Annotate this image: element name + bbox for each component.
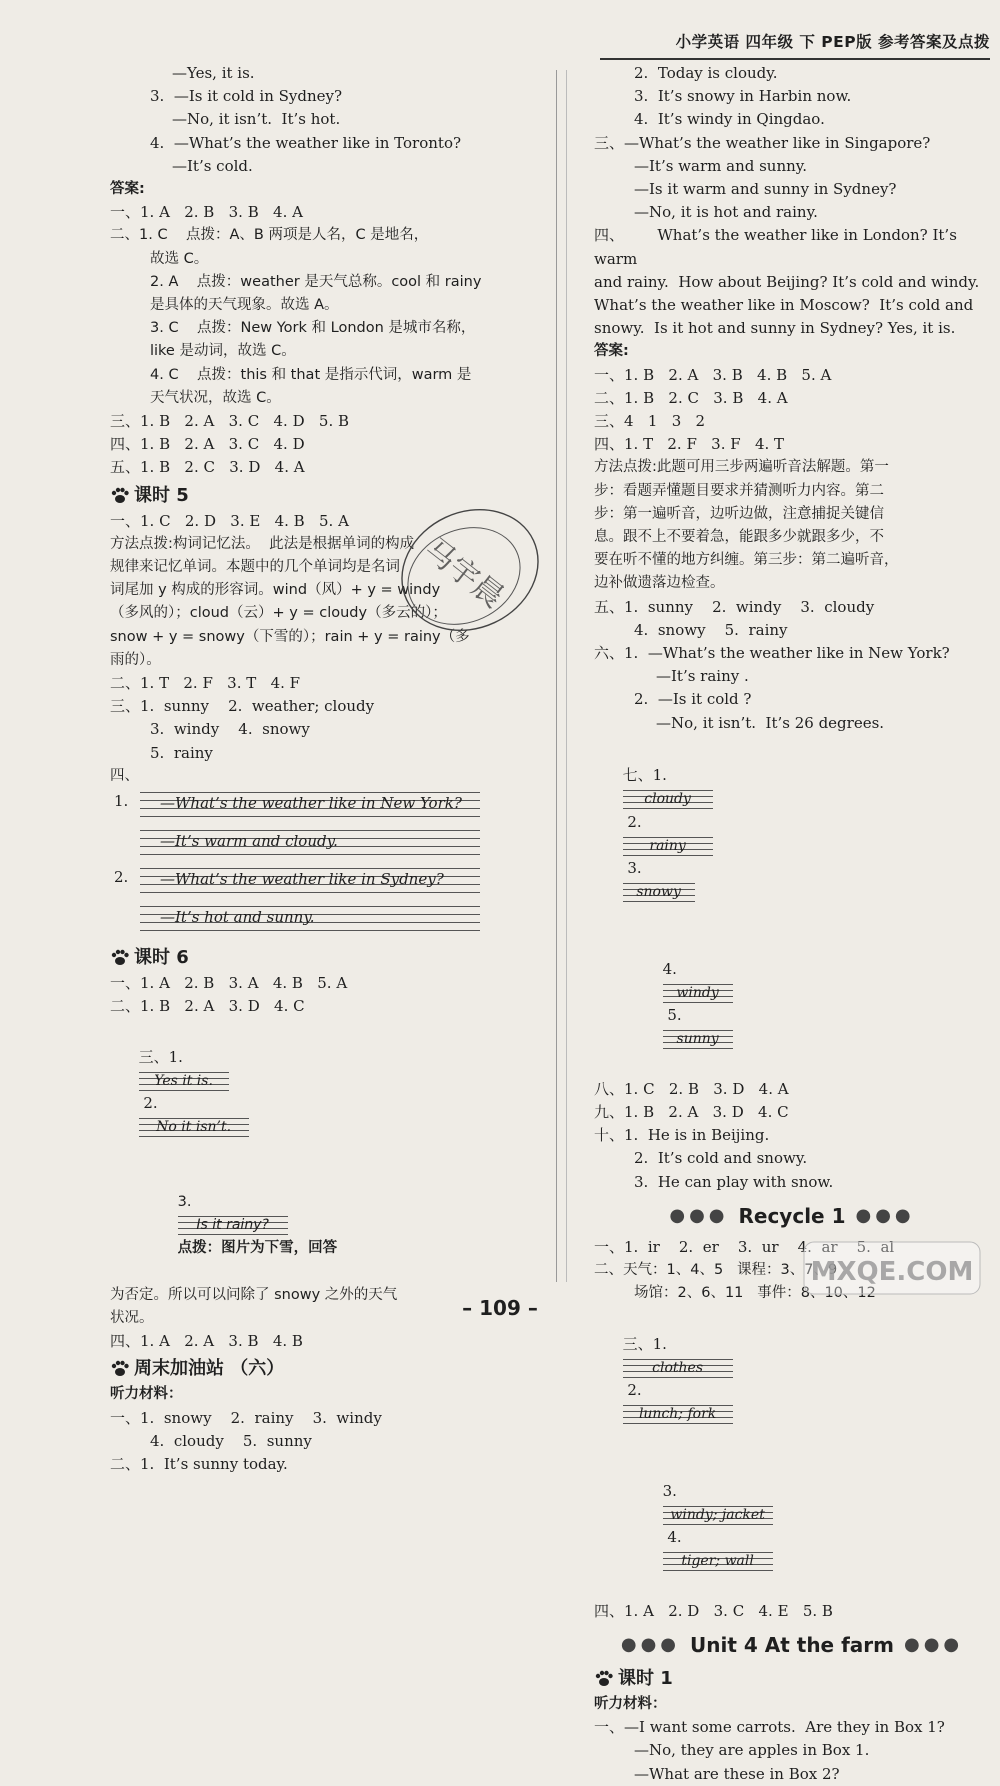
handwritten-blank: Yes it is. <box>139 1070 229 1092</box>
paw-icon <box>594 1670 614 1688</box>
answer-line: —What are these in Box 2? <box>634 1764 840 1783</box>
answer-line <box>594 741 990 927</box>
answer-line: 3. C 点拨：New York 和 London 是城市名称， <box>150 320 476 337</box>
answer-line: 是具体的天气现象。故选 A。 <box>150 297 339 314</box>
answer-line: 三、—What’s the weather like in Singapore? <box>594 133 931 152</box>
answer-line: What’s the weather like in Moscow? It’s cold and <box>594 296 974 315</box>
answer-line: 二、1. C 点拨：A、B 两项是人名，C 是地名， <box>110 227 429 244</box>
lesson6-title: 课时 6 <box>134 947 189 969</box>
answer-line: 三、4 1 3 2 <box>594 412 706 431</box>
handwritten-blank: cloudy <box>623 788 713 810</box>
answer-line: 2. A 点拨：weather 是天气总称。cool 和 rainy <box>150 273 482 290</box>
answer-line: 2. Today is cloudy. <box>634 64 778 82</box>
answer-line: —Is it warm and sunny in Sydney? <box>634 180 897 199</box>
answer-line: 4. cloudy 5. sunny <box>150 1431 312 1450</box>
answer-line: —No, it isn’t. It’s hot. <box>172 110 341 129</box>
handwritten-blank: tiger; wall <box>663 1550 773 1572</box>
handwritten-blank: sunny <box>663 1028 733 1050</box>
answer-line: 一、1. ir 2. er 3. ur 4. ar 5. al <box>594 1237 895 1256</box>
answer-line: 状况。 <box>110 1309 154 1326</box>
column-divider <box>556 70 557 1282</box>
handwriting-row <box>140 826 480 864</box>
answer-line: 四、1. B 2. A 3. C 4. D <box>110 435 305 454</box>
row-number: 2. <box>114 868 129 887</box>
answer-line: 步：看题弄懂题目要求并猜测听力内容。第二 <box>594 482 884 499</box>
handwritten-blank: windy; jacket <box>663 1504 773 1526</box>
answer-line: 二、1. T 2. F 3. T 4. F <box>110 674 301 693</box>
hint-text: 点拨：图片为下雪，回答 <box>177 1240 338 1257</box>
answer-line: 故选 C。 <box>150 250 209 267</box>
answer-prefix: 3. <box>177 1193 192 1210</box>
handwritten-text: —It’s hot and sunny. <box>160 908 315 927</box>
answer-line: and rainy. How about Beijing? It’s cold and windy. <box>594 272 980 291</box>
handwritten-blank: clothes <box>623 1357 733 1379</box>
right-column <box>594 62 990 1783</box>
lesson5-handwriting <box>110 788 530 940</box>
dots-decoration: ●●● <box>903 1634 964 1655</box>
answer-line: snowy. Is it hot and sunny in Sydney? Yes, it is. <box>594 319 956 338</box>
recycle-banner <box>594 1198 990 1234</box>
weekend-lines <box>110 1383 530 1476</box>
answer-line: 3. He can play with snow. <box>634 1172 834 1191</box>
unit4-title: Unit 4 At the farm <box>690 1633 894 1657</box>
answer-line: 二、1. It’s sunny today. <box>110 1454 288 1473</box>
handwritten-text: —It’s warm and cloudy. <box>160 832 338 851</box>
answer-line: 二、天气：1、4、5 课程：3、7、9 <box>594 1261 838 1278</box>
answer-line: 边补做遗落边检查。 <box>594 575 725 592</box>
unit4-lines <box>594 1693 990 1786</box>
answer-line: 3. It’s snowy in Harbin now. <box>634 87 852 106</box>
answer-line: —Yes, it is. <box>172 64 255 82</box>
answer-line: 步：第一遍听音，边听边做，注意捕捉关键信 <box>594 505 884 522</box>
handwritten-blank: Is it rainy? <box>178 1214 288 1236</box>
answer-prefix: 3. <box>662 1481 677 1500</box>
answer-line: 一、—I want some carrots. Are they in Box 1? <box>594 1718 945 1737</box>
handwriting-row <box>114 864 480 902</box>
answer-line: 答案: <box>110 181 145 198</box>
recycle-title: Recycle 1 <box>738 1203 846 1228</box>
answer-line: —It’s rainy . <box>656 667 749 686</box>
answer-line: 三、1. sunny 2. weather; cloudy <box>110 697 375 716</box>
handwritten-blank: snowy <box>623 881 695 903</box>
answer-line: 听力材料： <box>110 1386 183 1403</box>
answer-line: 4. It’s windy in Qingdao. <box>634 110 825 129</box>
answer-line: 4. —What’s the weather like in Toronto? <box>150 133 462 152</box>
answer-line: 词尾加 y 构成的形容词。wind（风）+ y = windy <box>110 582 441 599</box>
answer-line: 3. windy 4. snowy <box>150 720 310 739</box>
handwritten-text: —What’s the weather like in New York? <box>160 794 462 813</box>
answer-prefix: 3. <box>627 858 642 877</box>
answer-line: 场馆：2、6、11 事件：8、10、12 <box>634 1285 876 1302</box>
answer-line: 四、 <box>110 767 139 784</box>
handwriting-row <box>114 788 480 826</box>
column-divider-inner <box>566 70 567 1282</box>
lesson5-heading <box>110 482 530 510</box>
lesson5-lines <box>110 510 530 788</box>
right-answer-lines <box>594 62 990 735</box>
paw-icon <box>110 487 130 505</box>
dots-decoration: ●●● <box>855 1204 915 1226</box>
answer-line: 雨的）。 <box>110 651 161 668</box>
dots-decoration: ●●● <box>669 1204 729 1226</box>
handwritten-blank: No it isn’t. <box>139 1116 249 1138</box>
answer-line: —No, it is hot and rainy. <box>634 203 818 222</box>
answer-prefix: 三、1. <box>622 1334 667 1353</box>
answer-line: —It’s warm and sunny. <box>634 156 808 175</box>
answer-line: 4. snowy 5. rainy <box>634 620 788 639</box>
answer-line: 为否定。所以可以问除了 snowy 之外的天气 <box>110 1286 398 1303</box>
answer-line: 十、1. He is in Beijing. <box>594 1126 770 1145</box>
answer-prefix: 5. <box>667 1006 682 1025</box>
answer-line: 息。跟不上不要着急，能跟多少就跟多少，不 <box>594 529 884 546</box>
paw-icon <box>110 949 130 967</box>
answer-line: 九、1. B 2. A 3. D 4. C <box>594 1102 789 1121</box>
weekend-title: 周末加油站 （六） <box>134 1358 285 1380</box>
answer-line: 听力材料： <box>594 1696 667 1712</box>
page-number: – 109 – <box>462 1296 538 1320</box>
row-number: 1. <box>114 792 129 811</box>
watermark-text: MXQE.COM <box>810 1257 974 1287</box>
answer-line <box>110 1023 530 1162</box>
answer-prefix: 三、1. <box>138 1047 183 1066</box>
answer-line: 四、 What’s the weather like in London? It’s warm <box>594 226 962 268</box>
left-answer-lines <box>110 62 530 480</box>
answer-line: —No, they are apples in Box 1. <box>634 1741 870 1760</box>
answer-prefix: 4. <box>667 1528 682 1547</box>
handwritten-blank: lunch; fork <box>623 1403 733 1425</box>
answer-prefix: 4. <box>662 959 677 978</box>
answer-line: （多风的）；cloud（云）+ y = cloudy（多云的）； <box>110 605 447 622</box>
dots-decoration: ●●● <box>620 1634 681 1655</box>
answer-line: 方法点拨:构词记忆法。 此法是根据单词的构成 <box>110 535 415 552</box>
answer-line: 四、1. A 2. D 3. C 4. E 5. B <box>594 1601 833 1620</box>
answer-line: 一、1. B 2. A 3. B 4. B 5. A <box>594 365 832 384</box>
answer-prefix: 2. <box>143 1094 158 1113</box>
unit4-lesson-heading <box>594 1665 990 1693</box>
answer-line: —It’s cold. <box>172 156 253 175</box>
answer-prefix: 2. <box>627 1380 642 1399</box>
answer-line: 天气状况，故选 C。 <box>150 389 281 406</box>
lesson6-heading <box>110 944 530 972</box>
page-header: 小学英语 四年级 下 PEP版 参考答案及点拨 <box>600 30 990 60</box>
unit4-lesson-title: 课时 1 <box>618 1668 673 1689</box>
answer-line: 八、1. C 2. B 3. D 4. A <box>594 1079 789 1098</box>
answer-line: 二、1. B 2. A 3. D 4. C <box>110 997 305 1016</box>
paw-icon <box>110 1360 130 1378</box>
answer-line: 方法点拨:此题可用三步两遍听音法解题。第一 <box>594 459 889 476</box>
answer-line: 一、1. snowy 2. rainy 3. windy <box>110 1408 382 1427</box>
answer-line: 规律来记忆单词。本题中的几个单词均是名词 <box>110 559 400 576</box>
answer-line <box>594 935 990 1074</box>
answer-line: 2. It’s cold and snowy. <box>634 1149 808 1168</box>
answer-line: like 是动词，故选 C。 <box>150 343 296 360</box>
answer-line: 答案: <box>594 343 629 360</box>
handwritten-blank: rainy <box>623 835 713 857</box>
answer-prefix: 七、1. <box>622 766 667 785</box>
answer-line: snow + y = snowy（下雪的）；rain + y = rainy（多 <box>110 628 470 645</box>
unit4-banner <box>594 1627 990 1663</box>
answer-line <box>594 1457 990 1596</box>
answer-line: 五、1. sunny 2. windy 3. cloudy <box>594 597 875 616</box>
answer-line: 二、1. B 2. C 3. B 4. A <box>594 388 788 407</box>
handwritten-blank: windy <box>663 982 733 1004</box>
stamp-text: 马宇晨 <box>417 531 510 615</box>
answer-line: 5. rainy <box>150 743 213 762</box>
answer-line: 3. —Is it cold in Sydney? <box>150 87 343 106</box>
answer-line: 一、1. C 2. D 3. E 4. B 5. A <box>110 511 349 530</box>
lesson5-title: 课时 5 <box>134 484 189 506</box>
answer-line: 一、1. A 2. B 3. A 4. B 5. A <box>110 974 348 993</box>
answer-prefix: 2. <box>627 812 642 831</box>
answer-line: —No, it isn’t. It’s 26 degrees. <box>656 713 885 732</box>
answer-line: 六、1. —What’s the weather like in New York? <box>594 644 950 663</box>
weekend-heading <box>110 1355 530 1383</box>
answer-line: 要在听不懂的地方纠缠。第三步：第二遍听音， <box>594 552 899 569</box>
answer-line: 一、1. A 2. B 3. B 4. A <box>110 203 303 222</box>
answer-line: 四、1. T 2. F 3. F 4. T <box>594 435 785 454</box>
handwriting-row <box>140 902 480 940</box>
answer-line: 四、1. A 2. A 3. B 4. B <box>110 1332 303 1351</box>
answer-line: 2. —Is it cold ? <box>634 690 752 709</box>
handwritten-text: —What’s the weather like in Sydney? <box>160 870 444 889</box>
answer-line <box>594 1309 990 1448</box>
answer-line <box>110 1168 530 1284</box>
answer-line: 三、1. B 2. A 3. C 4. D 5. B <box>110 412 349 431</box>
right-answer-lines-2 <box>594 1078 990 1194</box>
answer-line: 五、1. B 2. C 3. D 4. A <box>110 458 305 477</box>
answer-line: 4. C 点拨：this 和 that 是指示代词，warm 是 <box>150 366 472 383</box>
